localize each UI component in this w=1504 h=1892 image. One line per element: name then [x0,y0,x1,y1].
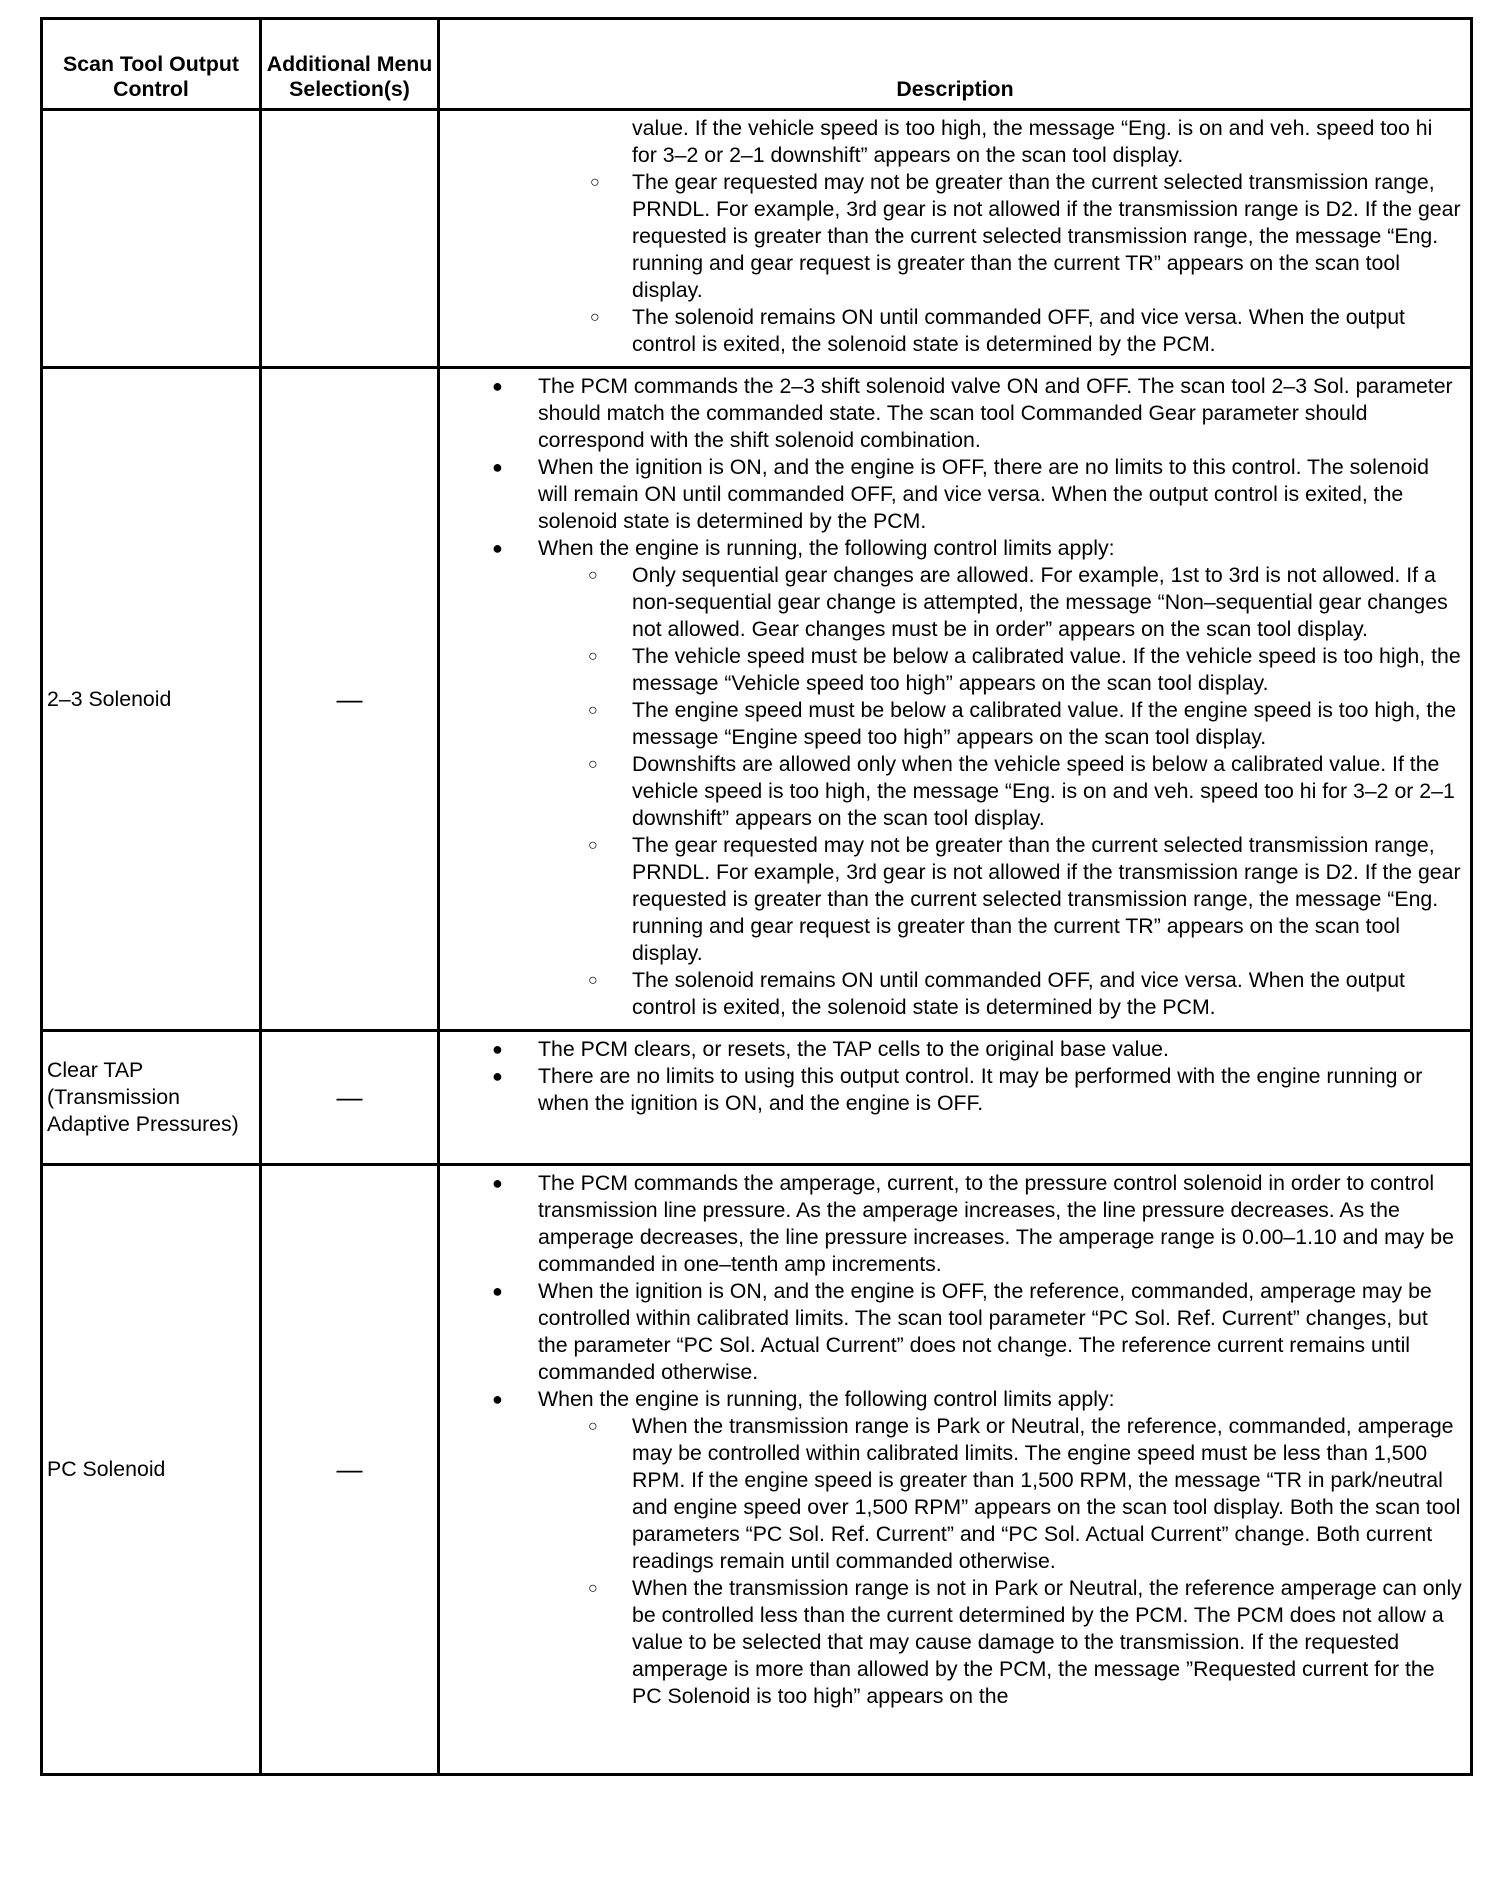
sub-list [440,1413,1462,1710]
circle-bullet-icon: ○ [588,702,598,719]
list-item [440,1386,1462,1710]
list-item-text: The solenoid remains ON until commanded OFF, and vice versa. When the output control is exited, the solenoid state is determined by the PCM. [632,968,1405,1019]
bullet-icon: ● [492,1173,503,1193]
bullet-icon: ● [492,538,503,558]
list-item [440,1063,1462,1117]
table-row-continuation [42,110,1472,368]
row-name-cell: Clear TAP (Transmission Adaptive Pressures) [42,1031,261,1165]
bullet-icon: ● [492,457,503,477]
circle-bullet-icon: ○ [588,972,598,989]
bullet-list [440,1036,1462,1117]
row-name-cell: PC Solenoid [42,1165,261,1775]
circle-bullet-icon: ○ [588,756,598,773]
list-item-text: Only sequential gear changes are allowed. For example, 1st to 3rd is not allowed. If a non-sequential gear change is attempted, the message “Non–sequential gear changes not allowed. Gear changes must be in order” appears on the scan tool display. [632,563,1448,641]
sub-list [440,169,1462,358]
circle-bullet-icon: ○ [588,837,598,854]
table-row-2-3-solenoid [42,368,1472,1031]
list-item [538,1575,1462,1710]
list-item [440,535,1462,1021]
bullet-list [440,373,1462,1021]
output-control-table [40,17,1473,1776]
list-item-text: When the engine is running, the following control limits apply: [538,1387,1115,1411]
list-item [440,304,1462,358]
list-item [538,697,1462,751]
list-item-text: Downshifts are allowed only when the vehicle speed is below a calibrated value. If the vehicle speed is too high, the message “Eng. is on and veh. speed too hi for 3–2 or 2–1 downshift” appears on the scan tool display. [632,752,1455,830]
list-item [538,832,1462,967]
circle-bullet-icon: ○ [588,1418,598,1435]
list-item-text: The vehicle speed must be below a calibrated value. If the vehicle speed is too high, the message “Vehicle speed too high” appears on the scan tool display. [632,644,1461,695]
bullet-list [440,1170,1462,1710]
header-description: Description [439,19,1472,110]
list-item-text: The PCM commands the 2–3 shift solenoid valve ON and OFF. The scan tool 2–3 Sol. parameter should match the commanded state. The scan tool Commanded Gear parameter should correspond with the shift solenoid combination. [538,374,1453,452]
list-item [440,373,1462,454]
list-item-text: When the transmission range is not in Park or Neutral, the reference amperage can only be controlled less than the current determined by the PCM. The PCM does not allow a value to be selected that may cause damage to the transmission. If the requested amperage is more than allowed by the PCM, the message ”Requested current for the PC Solenoid is too high” appears on the [632,1576,1462,1708]
list-item [440,1278,1462,1386]
row-selection-cell: — [261,368,439,1031]
list-item-text: When the ignition is ON, and the engine is OFF, the reference, commanded, amperage may be controlled within calibrated limits. The scan tool parameter “PC Sol. Ref. Current” changes, but the parameter “PC Sol. Actual Current” does not change. The reference current remains until commanded otherwise. [538,1279,1432,1384]
list-item [440,454,1462,535]
continued-text: value. If the vehicle speed is too high, the message “Eng. is on and veh. speed too hi for 3–2 or 2–1 downshift” appears on the scan tool display. [632,116,1433,167]
bullet-icon: ● [492,1281,503,1301]
row-description-cell [439,368,1472,1031]
bullet-icon: ● [492,1066,503,1086]
list-item [538,1413,1462,1575]
row-name-cell: 2–3 Solenoid [42,368,261,1031]
list-item [538,751,1462,832]
table-row-clear-tap [42,1031,1472,1165]
list-item [440,1170,1462,1278]
row-description-cell [439,1031,1472,1165]
bullet-icon: ● [492,376,503,396]
table-header-row [42,19,1472,110]
bullet-icon: ● [492,1389,503,1409]
list-item-text: The solenoid remains ON until commanded OFF, and vice versa. When the output control is exited, the solenoid state is determined by the PCM. [632,305,1405,356]
header-scan-tool-output-control: Scan Tool Output Control [42,19,261,110]
row-description-cell [439,1165,1472,1775]
circle-bullet-icon: ○ [588,648,598,665]
circle-bullet-icon: ○ [590,309,600,326]
circle-bullet-icon: ○ [590,174,600,191]
sub-list [440,562,1462,1021]
list-item [440,169,1462,304]
list-item [538,562,1462,643]
row-name-cell [42,110,261,368]
row-selection-cell [261,110,439,368]
list-item [538,967,1462,1021]
list-item-text: The PCM commands the amperage, current, to the pressure control solenoid in order to control transmission line pressure. As the amperage increases, the line pressure decreases. As the amperage decreases, the line pressure increases. The amperage range is 0.00–1.10 and may be commanded in one–tenth amp increments. [538,1171,1454,1276]
list-item-text: The engine speed must be below a calibrated value. If the engine speed is too high, the message “Engine speed too high” appears on the scan tool display. [632,698,1457,749]
list-item-text: The PCM clears, or resets, the TAP cells to the original base value. [538,1037,1169,1061]
list-item-text: The gear requested may not be greater than the current selected transmission range, PRNDL. For example, 3rd gear is not allowed if the transmission range is D2. If the gear requested is greater than the current selected transmission range, the message “Eng. running and gear request is greater than the current TR” appears on the scan tool display. [632,833,1461,965]
list-item [538,643,1462,697]
row-description-cell [439,110,1472,368]
list-item-text: The gear requested may not be greater than the current selected transmission range, PRNDL. For example, 3rd gear is not allowed if the transmission range is D2. If the gear requested is greater than the current selected transmission range, the message “Eng. running and gear request is greater than the current TR” appears on the scan tool display. [632,170,1461,302]
circle-bullet-icon: ○ [588,567,598,584]
row-selection-cell: — [261,1031,439,1165]
list-item-text: When the transmission range is Park or Neutral, the reference, commanded, amperage may be controlled within calibrated limits. The engine speed must be less than 1,500 RPM. If the engine speed is greater than 1,500 RPM, the message “TR in park/neutral and engine speed over 1,500 RPM” appears on the scan tool display. Both the scan tool parameters “PC Sol. Ref. Current” and “PC Sol. Actual Current” change. Both current readings remain until commanded otherwise. [632,1414,1461,1573]
list-item-text: There are no limits to using this output control. It may be performed with the engine running or when the ignition is ON, and the engine is OFF. [538,1064,1423,1115]
bullet-icon: ● [492,1039,503,1059]
row-selection-cell: — [261,1165,439,1775]
list-item [440,1036,1462,1063]
header-additional-menu-selections: Additional Menu Selection(s) [261,19,439,110]
list-item-text: When the ignition is ON, and the engine is OFF, there are no limits to this control. The solenoid will remain ON until commanded OFF, and vice versa. When the output control is exited, the solenoid state is determined by the PCM. [538,455,1429,533]
circle-bullet-icon: ○ [588,1580,598,1597]
table-row-pc-solenoid [42,1165,1472,1775]
list-item-text: When the engine is running, the following control limits apply: [538,536,1115,560]
